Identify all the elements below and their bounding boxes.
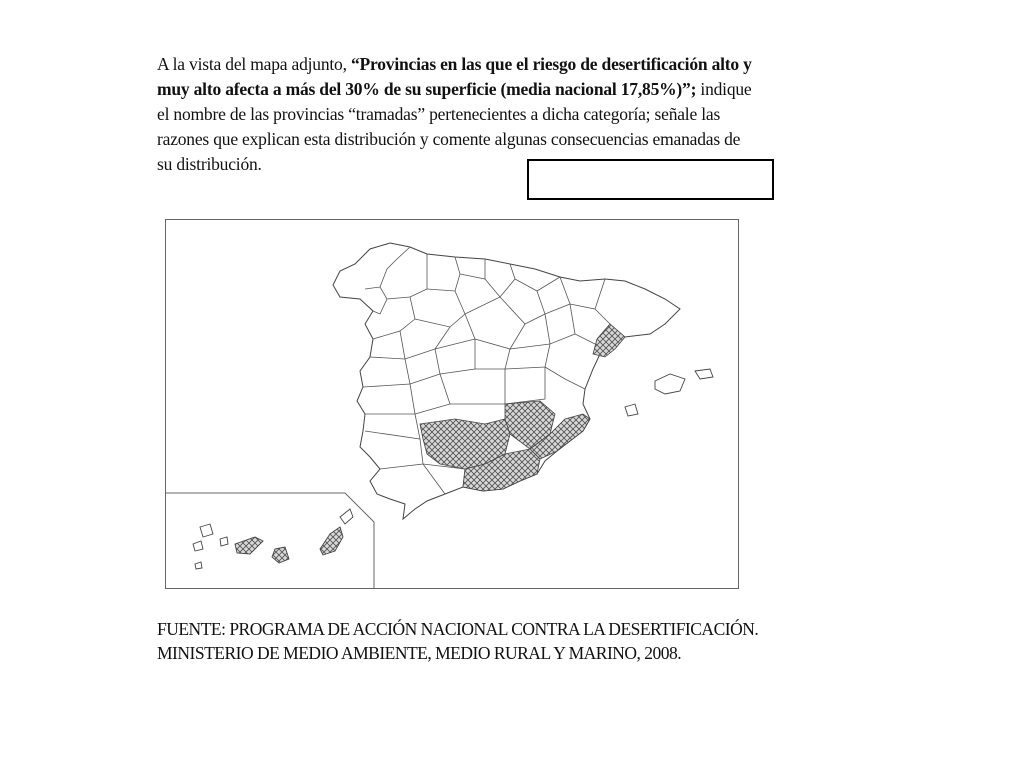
source-caption (157, 617, 777, 665)
source-line-2: MINISTERIO DE MEDIO AMBIENTE, MEDIO RURAL Y MARINO, 2008. (157, 643, 682, 663)
question-instruction: indique el nombre de las provincias “tramadas” pertenecientes a dicha categoría; señale las razones que explican esta distribución y comente algunas consecuencias emanadas de su distribución. (157, 79, 752, 174)
question-intro: A la vista del mapa adjunto, (157, 54, 351, 74)
canary-islands (193, 509, 353, 569)
source-line-1: FUENTE: PROGRAMA DE ACCIÓN NACIONAL CONTRA LA DESERTIFICACIÓN. (157, 619, 759, 639)
desertification-map (165, 219, 741, 591)
canary-inset-frame (166, 493, 375, 588)
map-title-quote: “Provincias en las que el riesgo de desertificación alto y muy alto afecta a más del 30% de su superficie (media nacional 17,85%)”; (157, 54, 752, 99)
balearic-islands (625, 369, 713, 416)
answer-box[interactable] (527, 159, 774, 200)
